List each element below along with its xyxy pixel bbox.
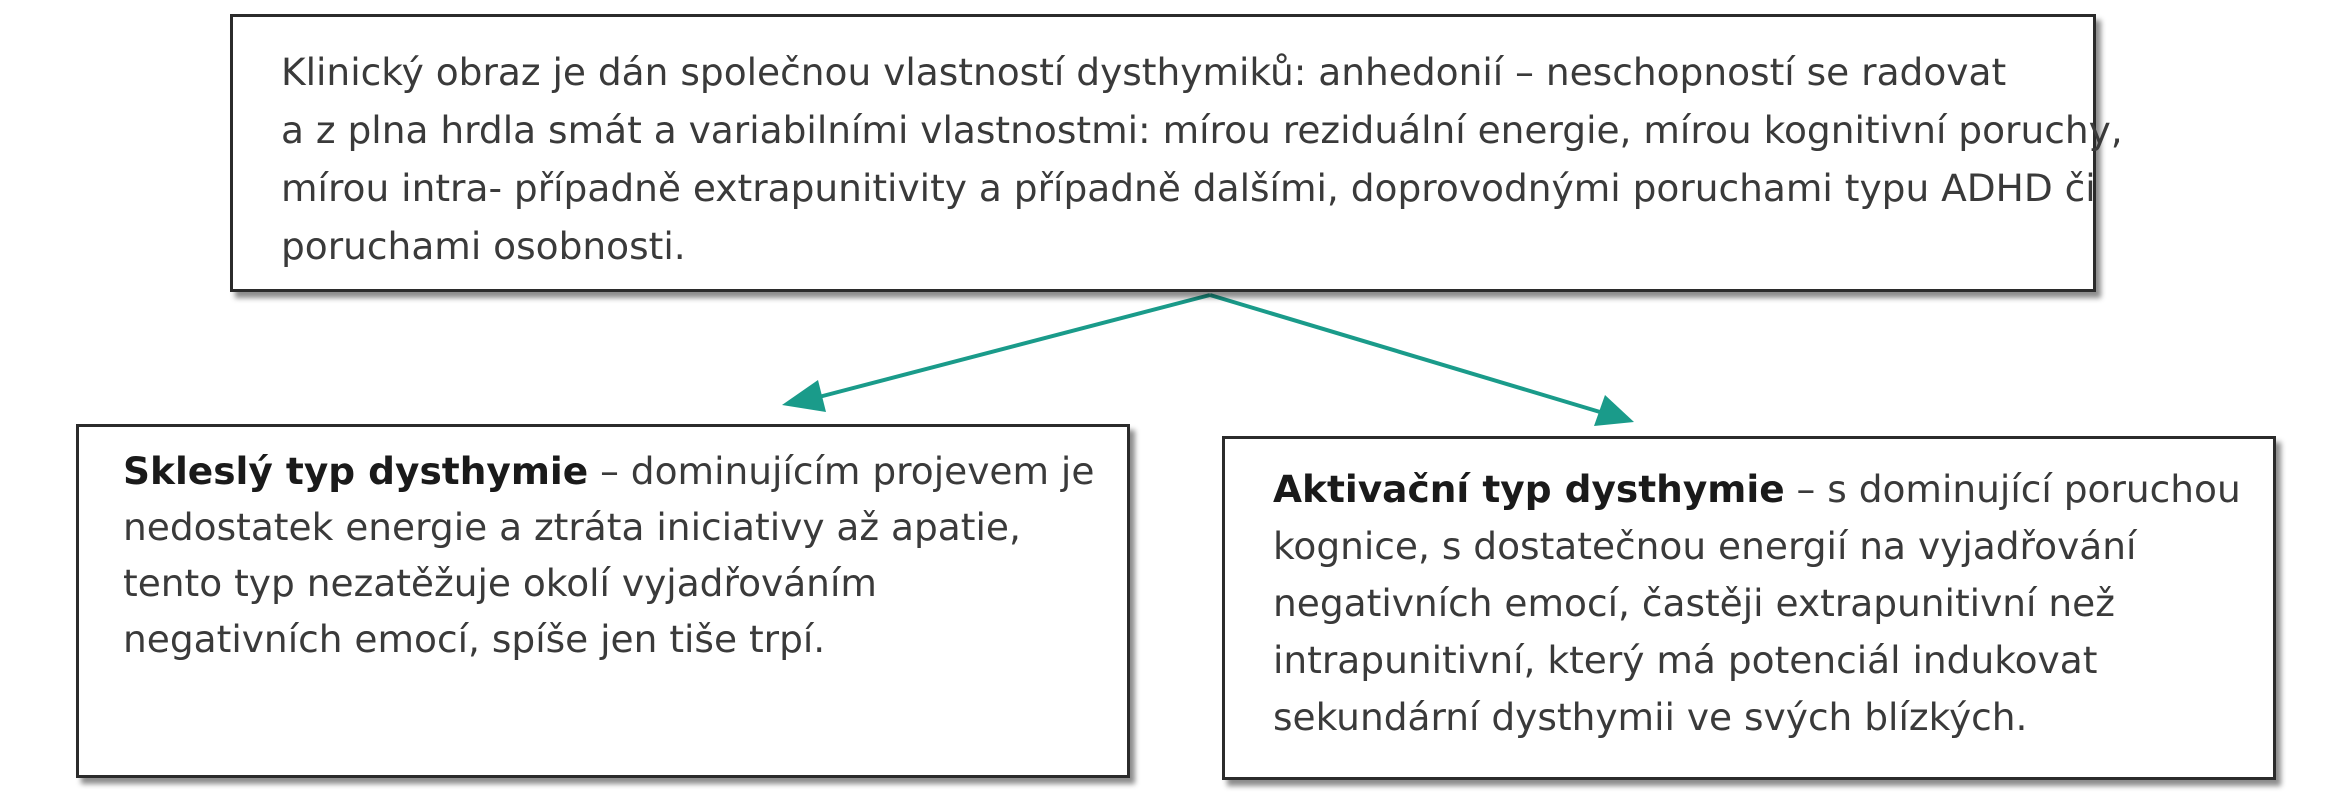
depressed-type-line-3: tento typ nezatěžuje okolí vyjadřováním <box>123 561 877 605</box>
depressed-type-line-2: nedostatek energie a ztráta iniciativy až apatie, <box>123 505 1021 549</box>
depressed-type-box <box>76 424 1130 778</box>
arrow-to-right-box <box>1210 295 1600 412</box>
activating-type-line-2: kognice, s dostatečnou energií na vyjadřování <box>1273 524 2137 568</box>
activating-type-line-4: intrapunitivní, který má potenciál indukovat <box>1273 638 2098 682</box>
clinical-picture-line-4: poruchami osobnosti. <box>281 224 686 268</box>
clinical-picture-line-2: a z plna hrdla smát a variabilními vlastnostmi: mírou reziduální energie, mírou kognitivní poruchy, <box>281 108 2123 152</box>
depressed-type-title: Skleslý typ dysthymie <box>123 449 589 493</box>
depressed-type-line-1-rest: – dominujícím projevem je <box>588 449 1095 493</box>
depressed-type-line-4: negativních emocí, spíše jen tiše trpí. <box>123 617 826 661</box>
activating-type-line-3: negativních emocí, častěji extrapunitivní než <box>1273 581 2115 625</box>
clinical-picture-line-1: Klinický obraz je dán společnou vlastností dysthymiků: anhedonií – neschopností se radovat <box>281 50 2007 94</box>
activating-type-first-line <box>1273 461 2263 518</box>
arrow-to-left-box <box>815 295 1210 398</box>
arrowhead-right <box>1594 395 1634 426</box>
clinical-picture-line-3: mírou intra- případně extrapunitivity a případně dalšími, doprovodnými poruchami typu ADHD či <box>281 166 2096 210</box>
arrowhead-left <box>782 380 826 412</box>
activating-type-line-1-rest: – s dominující poruchou <box>1784 467 2241 511</box>
activating-type-box <box>1222 436 2276 780</box>
depressed-type-first-line <box>123 443 1117 499</box>
activating-type-line-5: sekundární dysthymii ve svých blízkých. <box>1273 695 2028 739</box>
clinical-picture-box <box>230 14 2123 292</box>
activating-type-title: Aktivační typ dysthymie <box>1273 467 1785 511</box>
